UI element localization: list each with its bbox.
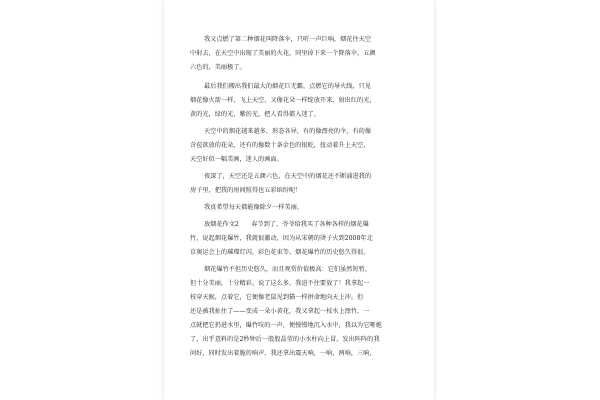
text-line: 但十分美丽，十分精彩。说了这么多，我迫不住要放了！我拿起一 <box>190 280 370 287</box>
document-page <box>164 0 434 400</box>
text-line: 我真希望每天都能像除夕一样美丽。 <box>204 204 303 211</box>
text-line: 竹，说起烟花爆竹，我就很激动，因为从宋朝的烫子火到2008年北 <box>190 235 373 242</box>
text-line: 烟花像火箭一样，飞上天空，又像花朵一样绽放开来，射出红的光， <box>190 97 376 104</box>
text-line: 房子里，把我的房间照得也五彩缤纷呢！ <box>190 187 302 194</box>
text-line: 最后我们搬出我们最大的烟花巨无霸，点燃它的导火线，只见 <box>204 83 372 90</box>
text-line: 黄的光，绿的光，紫的光，把人看得都入迷了。 <box>190 111 320 118</box>
text-line: 天空好似一幅美画，迷人的画面。 <box>190 156 283 163</box>
text-line: 了，出乎意料的是2秒钟后一股股晶莹的小水柱向上冒，发出阵阵的我 <box>190 336 380 343</box>
text-line: 夜深了，天空还是五颜六色，在天空中的烟花还不断涌进我的 <box>204 173 372 180</box>
text-line: 问好，同时发出着脆的响声，我还拿出震天响，一响，两响，三响， <box>190 350 376 357</box>
text-line: 还是被我扯住了——变成一朵小黄花，我又拿起一枝水上漂竹，一 <box>190 308 370 315</box>
text-line: 放烟花作文2 春节到了，爷爷给我买了各种各样的烟花爆 <box>204 221 369 228</box>
text-line: 烟花爆竹不但历史悠久，而且观赏价值极高：它们虽然短暂， <box>204 266 372 273</box>
text-line: 枝穿天猴，点着它，它便像老鼠见到猫一样拼命地向天上冲。但 <box>190 294 364 301</box>
text-line: 中射去，在天空中出现了美丽的火花，同里掉下来一个降落伞，五颜 <box>190 50 376 57</box>
text-line: 京奥运会上的璀璨灯闪，彩色花束等，烟花爆竹的历史悠久得很。 <box>190 249 370 256</box>
text-line: 六色的，美丽极了。 <box>190 64 246 71</box>
text-line: 含苞欲放的花朵，还有的像数十条金色的银蛇，扭动着升上天空， <box>190 142 370 149</box>
text-line: 天空中的烟花越来越多，形态各异，有的像漂亮的伞，有的像 <box>204 128 372 135</box>
text-line: 点就把它扔进水里，爆竹吱的一声，便慢慢地沉入水中，我以为它哑炮 <box>190 322 382 329</box>
text-line: 我又点燃了第二种烟花叫降落伞，只听一声巨响，烟花往天空 <box>204 36 372 43</box>
